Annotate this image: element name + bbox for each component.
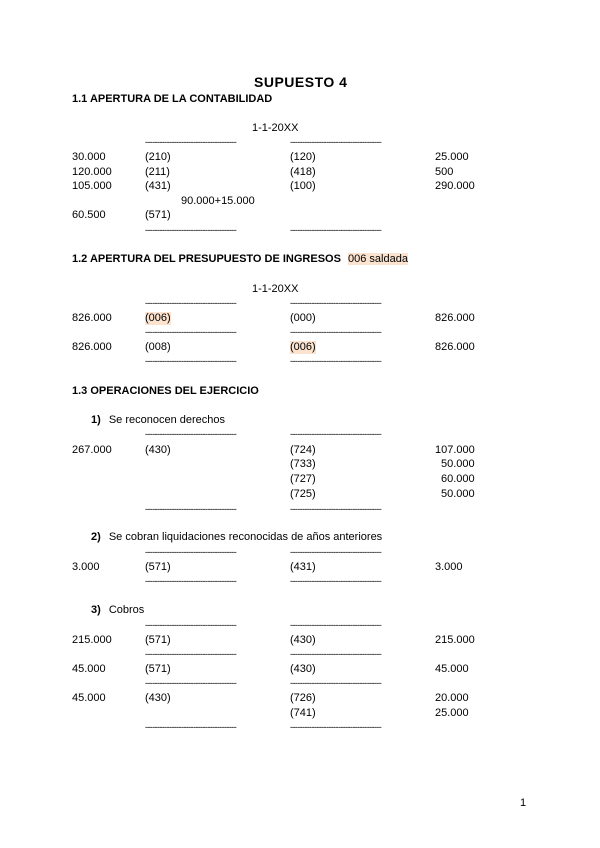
credit-account: (741) bbox=[290, 707, 316, 719]
credit-amount: 215.000 bbox=[435, 634, 475, 646]
separator-line: -------------------------------------- bbox=[145, 225, 237, 235]
separator-line: -------------------------------------- bbox=[145, 504, 237, 514]
separator-line: -------------------------------------- bbox=[290, 678, 382, 688]
separator-line: -------------------------------------- bbox=[145, 649, 237, 659]
separator-line: -------------------------------------- bbox=[290, 356, 382, 366]
calculation-note: 90.000+15.000 bbox=[181, 195, 255, 207]
separator-line: -------------------------------------- bbox=[290, 137, 382, 147]
page-title: SUPUESTO 4 bbox=[254, 74, 348, 90]
credit-account: (733) bbox=[290, 458, 316, 470]
debit-account: (006) bbox=[145, 312, 171, 324]
debit-amount: 826.000 bbox=[72, 312, 112, 324]
entry-date: 1-1-20XX bbox=[252, 283, 299, 295]
section-heading-1-3: 1.3 OPERACIONES DEL EJERCICIO bbox=[72, 385, 259, 397]
separator-line: -------------------------------------- bbox=[290, 722, 382, 732]
credit-account: (006) bbox=[290, 341, 316, 353]
credit-amount: 826.000 bbox=[435, 341, 475, 353]
credit-amount: 45.000 bbox=[435, 663, 469, 675]
section-heading-1-1: 1.1 APERTURA DE LA CONTABILIDAD bbox=[72, 93, 273, 105]
separator-line: -------------------------------------- bbox=[290, 327, 382, 337]
operation-3-title bbox=[91, 604, 144, 617]
operation-number: 2) bbox=[91, 531, 101, 543]
credit-account: (726) bbox=[290, 692, 316, 704]
debit-amount: 30.000 bbox=[72, 151, 106, 163]
credit-account: (725) bbox=[290, 488, 316, 500]
credit-account: (430) bbox=[290, 634, 316, 646]
debit-amount: 3.000 bbox=[72, 561, 100, 573]
credit-amount: 107.000 bbox=[435, 444, 475, 456]
credit-amount: 25.000 bbox=[435, 707, 469, 719]
separator-line: -------------------------------------- bbox=[290, 225, 382, 235]
separator-line: -------------------------------------- bbox=[145, 620, 237, 630]
debit-account: (571) bbox=[145, 209, 171, 221]
credit-amount: 20.000 bbox=[435, 692, 469, 704]
debit-account: (571) bbox=[145, 663, 171, 675]
debit-account: (571) bbox=[145, 561, 171, 573]
separator-line: -------------------------------------- bbox=[290, 547, 382, 557]
credit-amount: 826.000 bbox=[435, 312, 475, 324]
separator-line: -------------------------------------- bbox=[145, 547, 237, 557]
separator-line: -------------------------------------- bbox=[145, 137, 237, 147]
credit-amount: 60.000 bbox=[441, 473, 475, 485]
credit-amount: 3.000 bbox=[435, 561, 463, 573]
operation-number: 3) bbox=[91, 604, 101, 616]
debit-account: (211) bbox=[145, 166, 170, 178]
debit-amount: 45.000 bbox=[72, 663, 106, 675]
credit-amount: 50.000 bbox=[441, 458, 475, 470]
separator-line: -------------------------------------- bbox=[145, 327, 237, 337]
credit-account: (120) bbox=[290, 151, 316, 163]
separator-line: -------------------------------------- bbox=[290, 504, 382, 514]
credit-amount: 25.000 bbox=[435, 151, 469, 163]
debit-amount: 826.000 bbox=[72, 341, 112, 353]
separator-line: -------------------------------------- bbox=[290, 298, 382, 308]
separator-line: -------------------------------------- bbox=[290, 620, 382, 630]
separator-line: -------------------------------------- bbox=[145, 722, 237, 732]
operation-label: Se reconocen derechos bbox=[108, 414, 226, 426]
operation-number: 1) bbox=[91, 414, 101, 426]
separator-line: -------------------------------------- bbox=[290, 576, 382, 586]
operation-1-title bbox=[91, 414, 225, 427]
separator-line: -------------------------------------- bbox=[145, 356, 237, 366]
credit-amount: 500 bbox=[435, 166, 454, 178]
page-number: 1 bbox=[520, 797, 527, 809]
credit-account: (724) bbox=[290, 444, 316, 456]
credit-account: (000) bbox=[290, 312, 316, 324]
debit-account: (430) bbox=[145, 444, 171, 456]
highlight-note: 006 saldada bbox=[348, 253, 408, 265]
debit-amount: 267.000 bbox=[72, 444, 112, 456]
debit-account: (008) bbox=[145, 341, 171, 353]
entry-date: 1-1-20XX bbox=[252, 122, 299, 134]
operation-label: Se cobran liquidaciones reconocidas de años anteriores bbox=[108, 531, 383, 543]
separator-line: -------------------------------------- bbox=[290, 429, 382, 439]
credit-amount: 50.000 bbox=[441, 488, 475, 500]
separator-line: -------------------------------------- bbox=[145, 429, 237, 439]
debit-amount: 215.000 bbox=[72, 634, 112, 646]
debit-account: (210) bbox=[145, 151, 171, 163]
debit-account: (430) bbox=[145, 692, 171, 704]
credit-account: (431) bbox=[290, 561, 316, 573]
separator-line: -------------------------------------- bbox=[145, 576, 237, 586]
operation-label: Cobros bbox=[108, 604, 145, 616]
debit-account: (431) bbox=[145, 180, 171, 192]
credit-account: (430) bbox=[290, 663, 316, 675]
section-heading-1-2 bbox=[72, 253, 408, 265]
section-heading-text: 1.2 APERTURA DEL PRESUPUESTO DE INGRESOS bbox=[72, 253, 341, 265]
separator-line: -------------------------------------- bbox=[290, 649, 382, 659]
debit-amount: 120.000 bbox=[72, 166, 112, 178]
separator-line: -------------------------------------- bbox=[145, 678, 237, 688]
debit-amount: 60.500 bbox=[72, 209, 106, 221]
separator-line: -------------------------------------- bbox=[145, 298, 237, 308]
credit-account: (727) bbox=[290, 473, 316, 485]
debit-account: (571) bbox=[145, 634, 171, 646]
credit-account: (100) bbox=[290, 180, 316, 192]
debit-amount: 105.000 bbox=[72, 180, 112, 192]
operation-2-title bbox=[91, 531, 382, 544]
credit-account: (418) bbox=[290, 166, 316, 178]
credit-amount: 290.000 bbox=[435, 180, 475, 192]
debit-amount: 45.000 bbox=[72, 692, 106, 704]
